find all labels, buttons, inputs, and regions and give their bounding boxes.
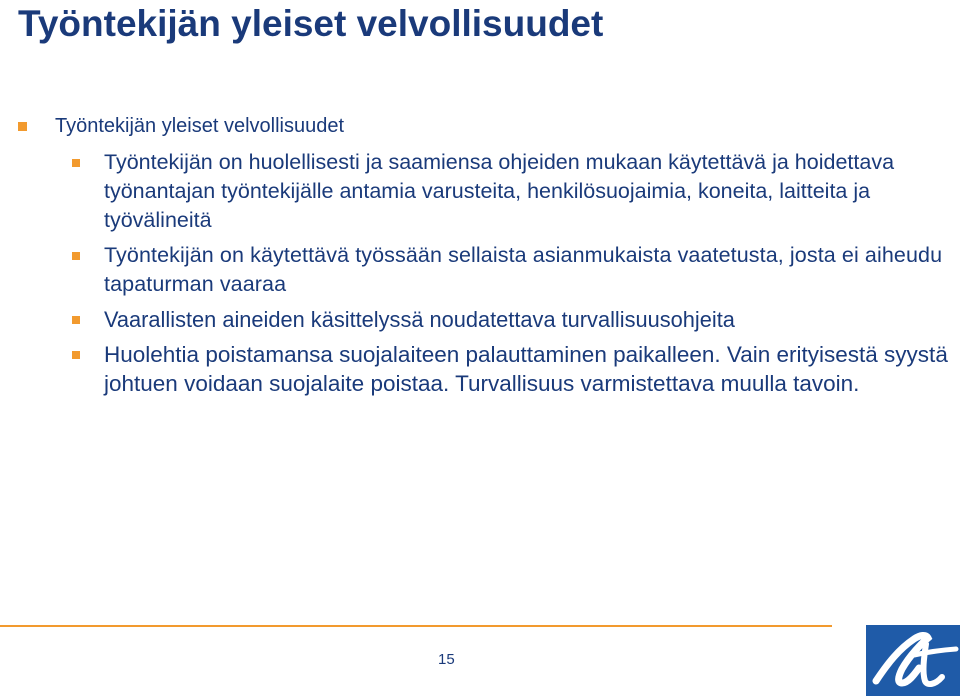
sub-bullet-text: Työntekijän on huolellisesti ja saamiensa ohjeiden mukaan käytettävä ja hoidettava työnantajan työntekijälle antamia varusteita, henkilösuojaimia, koneita, laitteita ja työvälineitä: [104, 150, 895, 232]
footer-divider: [0, 625, 832, 627]
square-bullet-icon: [18, 122, 27, 131]
square-bullet-icon: [72, 316, 80, 324]
sub-bullet-item: [72, 305, 952, 334]
sub-bullet-text: Huolehtia poistamansa suojalaiteen palauttaminen paikalleen. Vain erityisestä syystä johtuen voidaan suojalaite poistaa. Turvallisuus varmistettava muulla tavoin.: [104, 342, 948, 396]
sub-bullet-list: [72, 148, 952, 404]
square-bullet-icon: [72, 252, 80, 260]
sub-bullet-text: Työntekijän on käytettävä työssään sellaista asianmukaista vaatetusta, josta ei aiheudu tapaturman vaaraa: [104, 243, 943, 296]
page-number: 15: [438, 651, 455, 668]
level1-bullet-text: Työntekijän yleiset velvollisuudet: [55, 115, 345, 137]
organization-logo-icon: [866, 625, 960, 696]
sub-bullet-item: [72, 241, 952, 299]
sub-bullet-text: Vaarallisten aineiden käsittelyssä noudatettava turvallisuusohjeita: [104, 307, 735, 332]
sub-bullet-item: [72, 340, 952, 398]
square-bullet-icon: [72, 351, 80, 359]
square-bullet-icon: [72, 159, 80, 167]
slide-title: Työntekijän yleiset velvollisuudet: [18, 3, 604, 44]
sub-bullet-item: [72, 148, 952, 235]
level1-bullet-item: [18, 113, 918, 139]
